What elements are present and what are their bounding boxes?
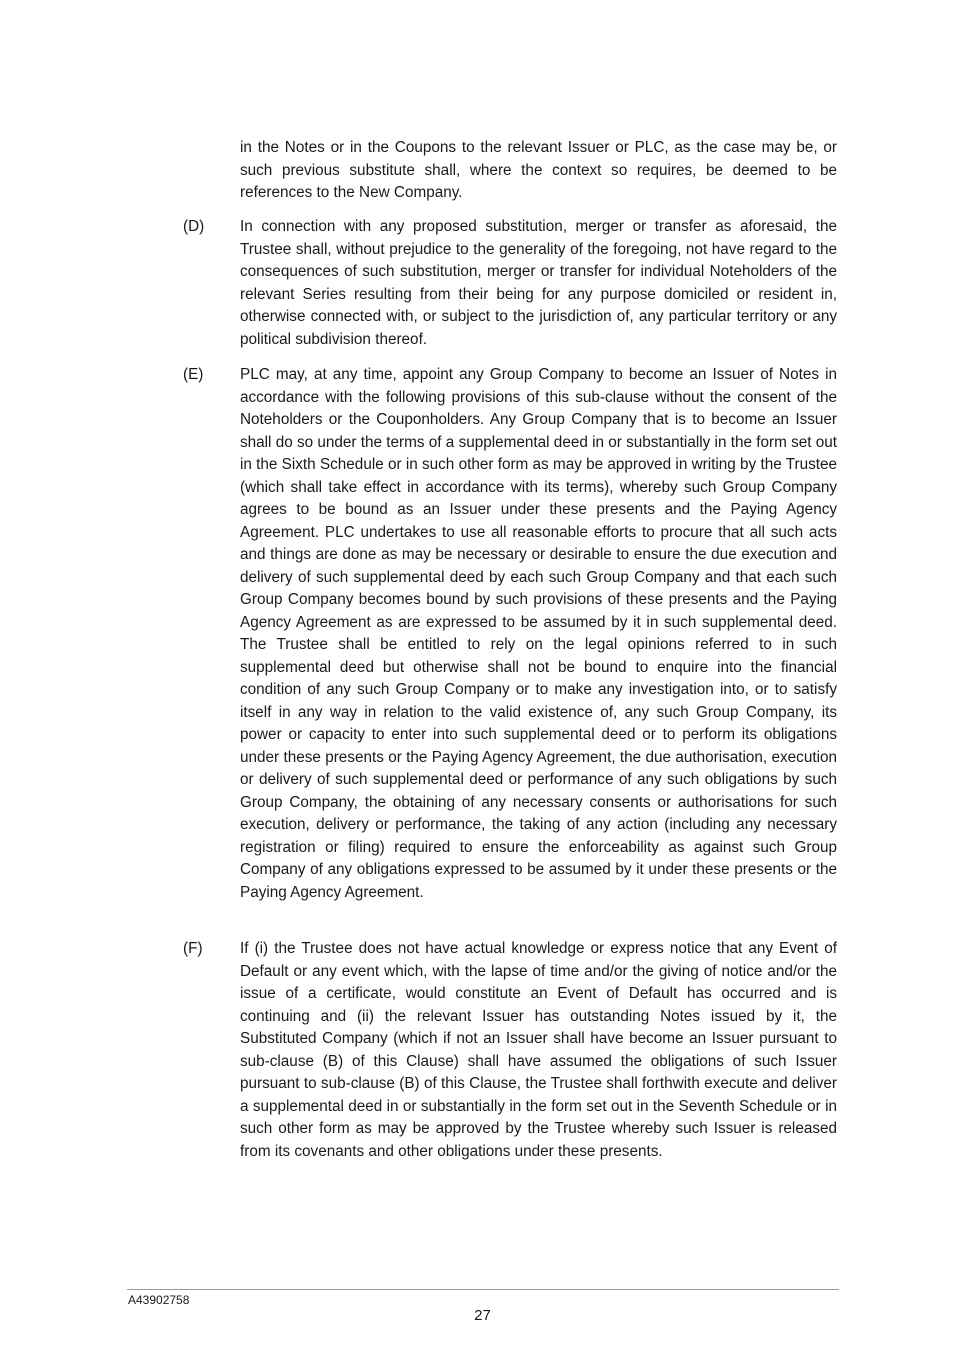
footer-divider: [127, 1289, 839, 1290]
clause-f-text: If (i) the Trustee does not have actual knowledge or express notice that any Event of Default or any event which, with the lapse of time and/or the giving of notice and/or the issue of a certificate, would constitute an Event of Default has occurred and is continuing and (ii) the relevant Issuer has outstanding Notes issued by it, the Substituted Company (which if not an Issuer shall have become an Issuer pursuant to sub-clause (B) of this Clause) shall have assumed the obligations of such Issuer pursuant to sub-clause (B) of this Clause, the Trustee shall forthwith execute and deliver a supplemental deed in or substantially in the form set out in the Seventh Schedule or in such other form as may be approved by the Trustee whereby such Issuer is released from its covenants and other obligations under these presents.: [240, 940, 837, 1160]
clause-e-text: PLC may, at any time, appoint any Group Company to become an Issuer of Notes in accordance with the following provisions of this sub-clause without the consent of the Noteholders or the Couponholders. Any Group Company that is to become an Issuer shall do so under the terms of a supplemental deed in or substantially in the form set out in the Sixth Schedule or in such other form as may be approved in writing by the Trustee (which shall take effect in accordance with its terms), whereby such Group Company agrees to be bound as an Issuer under these presents and the Paying Agency Agreement. PLC undertakes to use all reasonable efforts to procure that all such acts and things are done as may be necessary or desirable to ensure the due execution and delivery of such supplemental deed by each such Group Company and that each such Group Company becomes bound by such provisions of these presents and the Paying Agency Agreement as are expressed to be assumed by it in such supplemental deed. The Trustee shall be entitled to rely on the legal opinions referred to in such supplemental deed but otherwise shall not be bound to enquire into the financial condition of any such Group Company or to make any investigation into, or to satisfy itself in any way in relation to the valid existence of, any such Group Company, its power or capacity to enter into such supplemental deed or to perform its obligations under these presents or the Paying Agency Agreement, the due authorisation, execution or delivery of such supplemental deed or performance of any such obligations by such Group Company, the obtaining of any necessary consents or authorisations for such execution, delivery or performance, the taking of any action (including any necessary registration or filing) required to ensure the enforceability as against such Group Company of any obligations expressed to be assumed by it under these presents or the Paying Agency Agreement.: [240, 366, 837, 901]
clause-d: [183, 216, 837, 351]
continuation-paragraph: in the Notes or in the Coupons to the relevant Issuer or PLC, as the case may be, or such previous substitute shall, where the context so requires, be deemed to be references to the New Company.: [240, 139, 837, 201]
clause-e: [183, 364, 837, 904]
clause-d-label: (D): [183, 218, 205, 235]
clause-e-label: (E): [183, 366, 204, 383]
clause-d-text: In connection with any proposed substitution, merger or transfer as aforesaid, the Trustee shall, without prejudice to the generality of the foregoing, not have regard to the consequences of such substitution, merger or transfer for individual Noteholders of the relevant Series resulting from their being for any purpose domiciled or resident in, otherwise connected with, or subject to the jurisdiction of, any particular territory or any political subdivision thereof.: [240, 218, 837, 348]
page-number: 27: [474, 1307, 491, 1324]
clause-f-label: (F): [183, 940, 203, 957]
clause-f: [183, 938, 837, 1163]
document-reference: A43902758: [128, 1293, 190, 1307]
